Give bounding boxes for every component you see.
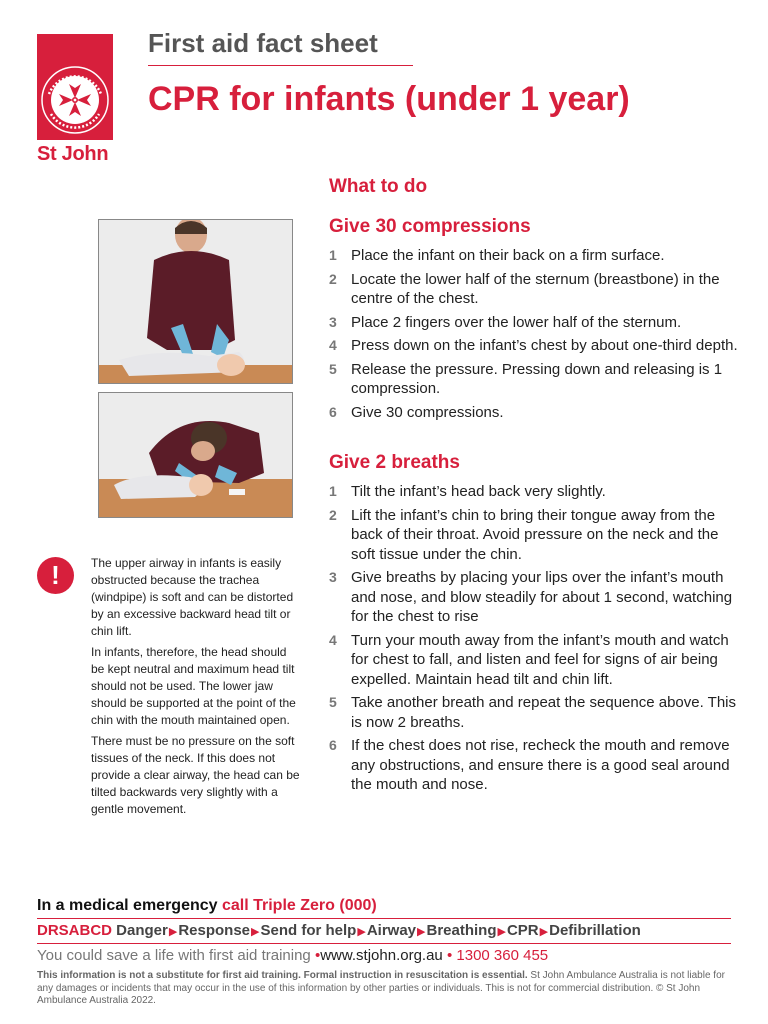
step-text: Tilt the infant’s head back very slightly. bbox=[351, 483, 606, 500]
header-divider bbox=[148, 65, 413, 66]
breaths-heading: Give 2 breaths bbox=[329, 452, 460, 473]
list-item: 4 Press down on the infant’s chest by about one-third depth. bbox=[329, 337, 738, 354]
photo-compressions bbox=[98, 219, 293, 384]
triangle-icon: ▶ bbox=[539, 926, 549, 938]
list-item: 3 Give breaths by placing your lips over the infant’s mouth and nose, and blow steadily for about 1 second, watching for the chest to rise bbox=[329, 569, 733, 625]
drsabcd-label: DRSABCD bbox=[37, 922, 112, 939]
drsabcd-line: DRSABCD Danger▶Response▶Send for help▶Airway▶Breathing▶CPR▶Defibrillation bbox=[37, 922, 641, 939]
disclaimer: This information is not a substitute for first aid training. Formal instruction in resuscitation is essential. St John Ambulance Australia is not liable for any damages or incidents that may occur in the use of this information by other parties or individuals. This is not for commercial distribution. © St John Ambulance Australia 2022. bbox=[37, 970, 725, 1006]
step-text: Place 2 fingers over the lower half of the sternum. bbox=[351, 313, 682, 331]
list-item: 5 Release the pressure. Pressing down and releasing is 1 compression. bbox=[329, 360, 723, 397]
logo-seal bbox=[37, 34, 113, 140]
page-title: CPR for infants (under 1 year) bbox=[148, 80, 630, 118]
what-to-do-heading: What to do bbox=[329, 176, 428, 197]
photo-breaths bbox=[98, 392, 293, 518]
bullet-icon: • bbox=[446, 947, 453, 964]
triangle-icon: ▶ bbox=[417, 926, 426, 938]
warning-note bbox=[91, 555, 303, 822]
step-text: Release the pressure. Pressing down and releasing is 1 compression. bbox=[351, 360, 723, 397]
list-item: 4 Turn your mouth away from the infant’s mouth and watch for chest to fall, and listen and feel for signs of air being expelled. Maintain head tilt and chin lift. bbox=[329, 631, 729, 688]
list-item: 3 Place 2 fingers over the lower half of the sternum. bbox=[329, 313, 682, 331]
warning-icon: ! bbox=[37, 557, 74, 594]
emergency-line: In a medical emergency call Triple Zero (000) bbox=[37, 897, 377, 914]
triangle-icon: ▶ bbox=[497, 926, 506, 938]
list-item: 1 Tilt the infant’s head back very slightly. bbox=[329, 483, 606, 500]
list-item: 1 Place the infant on their back on a firm surface. bbox=[329, 247, 665, 264]
st-john-logo bbox=[37, 34, 113, 166]
triangle-icon: ▶ bbox=[168, 926, 178, 938]
list-item: 2 Locate the lower half of the sternum (breastbone) in the centre of the chest. bbox=[329, 270, 720, 307]
step-text: Lift the infant’s chin to bring their tongue away from the back of their throat. Avoid pressure on the neck and the soft tissue under the chin. bbox=[351, 506, 719, 563]
compressions-steps bbox=[329, 246, 739, 426]
triangle-icon: ▶ bbox=[251, 926, 260, 938]
compressions-heading: Give 30 compressions bbox=[329, 216, 531, 237]
step-text: Give 30 compressions. bbox=[351, 403, 504, 421]
list-item: 2 Lift the infant’s chin to bring their tongue away from the back of their throat. Avoid pressure on the neck and the soft tissue under the chin. bbox=[329, 506, 719, 563]
list-item: 6 If the chest does not rise, recheck the mouth and remove any obstructions, and ensure there is a good seal around the mouth and nose. bbox=[329, 737, 730, 793]
bullet-icon: • bbox=[314, 947, 321, 964]
footer-divider bbox=[37, 943, 731, 944]
breaths-steps bbox=[329, 482, 739, 799]
warning-paragraph: In infants, therefore, the head should be kept neutral and maximum head tilt should not be used. The lower jaw should be supported at the point of the chin with the mouth maintained open. bbox=[91, 645, 296, 727]
step-text: Press down on the infant’s chest by about one-third depth. bbox=[351, 337, 738, 354]
emergency-number: call Triple Zero (000) bbox=[221, 897, 377, 914]
list-item: 6 Give 30 compressions. bbox=[329, 403, 504, 421]
step-text: Turn your mouth away from the infant’s mouth and watch for chest to fall, and listen and feel for signs of air being expelled. Maintain head tilt and chin lift. bbox=[351, 631, 729, 688]
warning-paragraph: There must be no pressure on the soft tissues of the neck. If this does not provide a clear airway, the head can be tilted backwards very slightly with a gentle movement. bbox=[91, 734, 300, 816]
brand-name: St John bbox=[37, 143, 109, 165]
triangle-icon: ▶ bbox=[357, 926, 366, 938]
fact-sheet-kicker: First aid fact sheet bbox=[148, 28, 378, 58]
step-text: If the chest does not rise, recheck the mouth and remove any obstructions, and ensure there is a good seal around the mouth and nose. bbox=[351, 737, 730, 793]
warning-paragraph: The upper airway in infants is easily obstructed because the trachea (windpipe) is soft and can be distorted by an excessive backward head tilt or chin lift. bbox=[91, 556, 294, 638]
step-text: Give breaths by placing your lips over the infant’s mouth and nose, and blow steadily for about 1 second, watching for the chest to rise bbox=[351, 569, 733, 625]
step-text: Place the infant on their back on a firm surface. bbox=[351, 247, 665, 264]
training-line: You could save a life with first aid training •www.stjohn.org.au • 1300 360 455 bbox=[37, 947, 549, 964]
step-text: Take another breath and repeat the sequence above. This is now 2 breaths. bbox=[351, 694, 736, 731]
website-link[interactable]: www.stjohn.org.au bbox=[320, 947, 443, 964]
footer-divider bbox=[37, 918, 731, 919]
list-item: 5 Take another breath and repeat the sequence above. This is now 2 breaths. bbox=[329, 694, 736, 731]
step-text: Locate the lower half of the sternum (breastbone) in the centre of the chest. bbox=[351, 270, 720, 307]
phone-number[interactable]: 1300 360 455 bbox=[456, 947, 549, 964]
